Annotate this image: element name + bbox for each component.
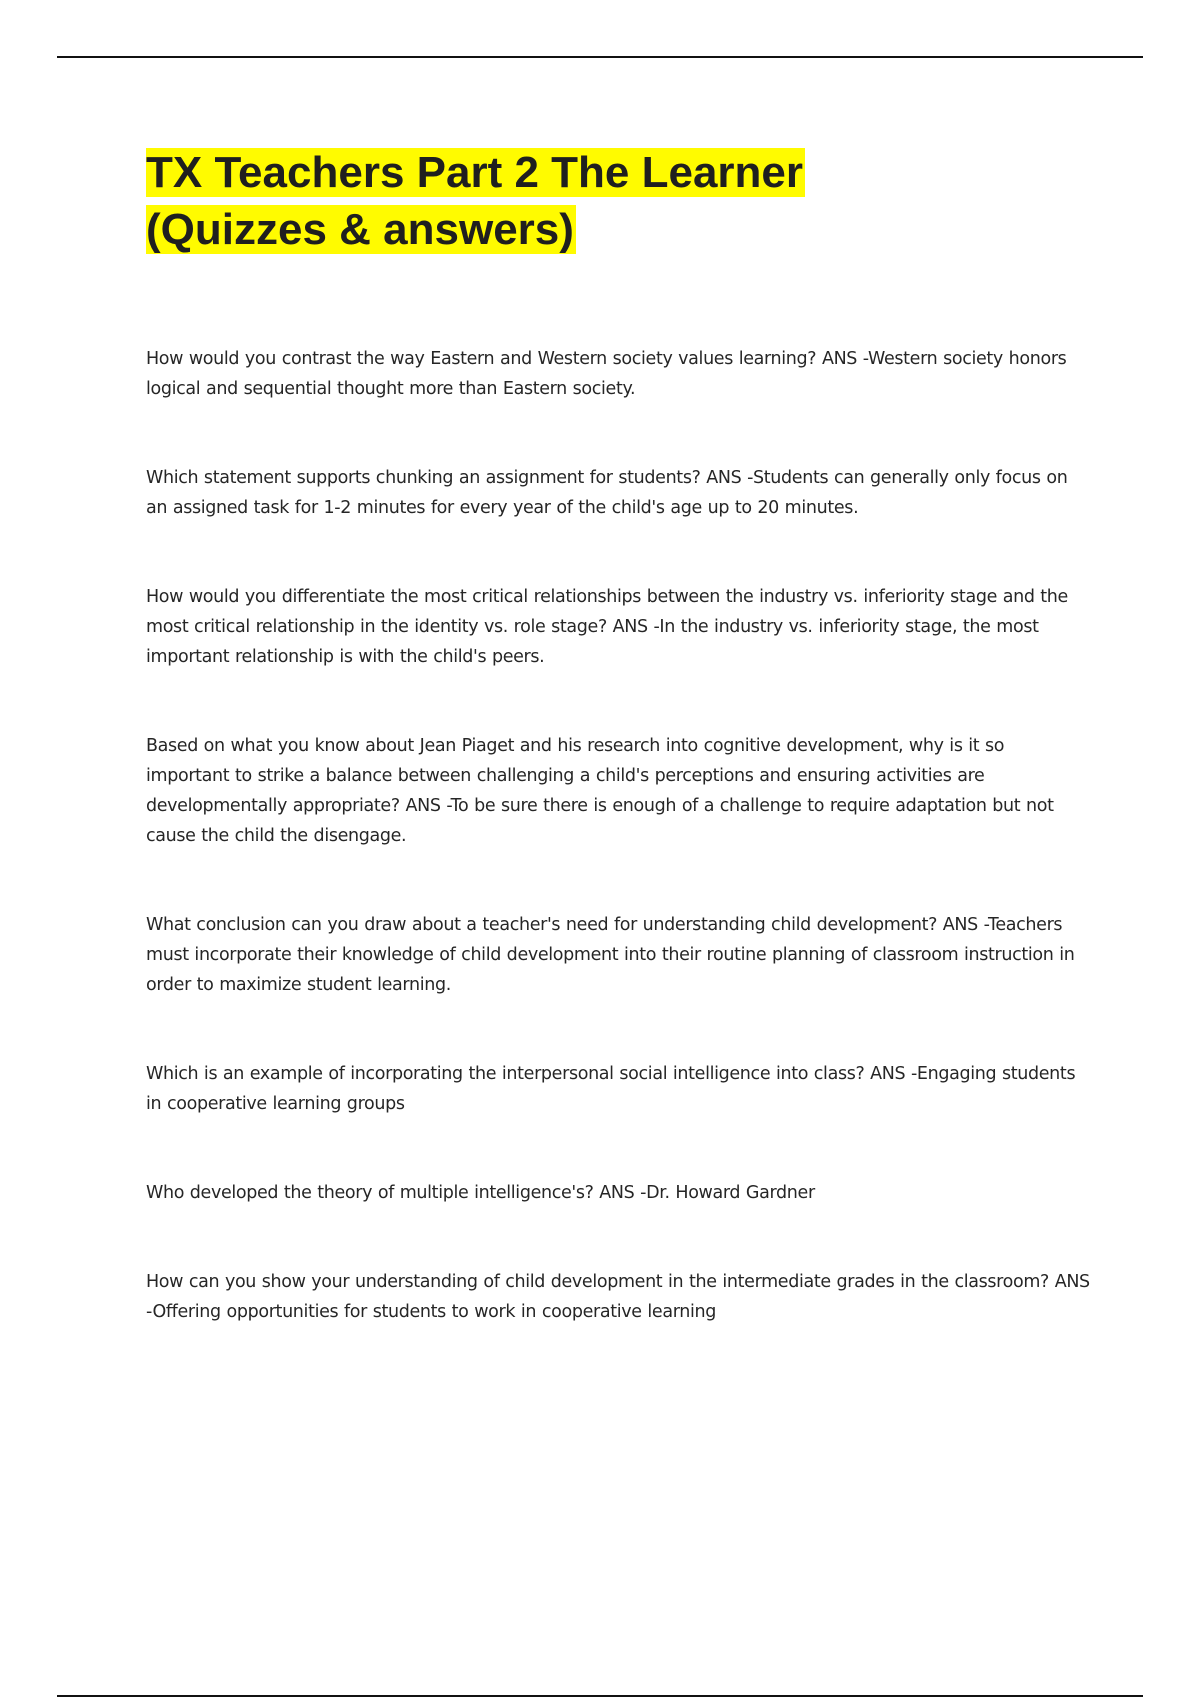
qa-item-6: Which is an example of incorporating the interpersonal social intelligence into class? ANS -Engaging students in cooperative learning groups — [146, 1064, 1076, 1114]
title-line-1: TX Teachers Part 2 The Learner — [146, 148, 804, 197]
qa-item-7: Who developed the theory of multiple intelligence's? ANS -Dr. Howard Gardner — [146, 1183, 815, 1203]
qa-item-4: Based on what you know about Jean Piaget and his research into cognitive development, why is it so important to strike a balance between challenging a child's perceptions and ensuring activities are developmentally appropriate? ANS -To be sure there is enough of a challenge to require adaptation but not cause the child the disengage. — [146, 736, 1054, 846]
qa-list — [146, 344, 1091, 1386]
top-divider — [57, 56, 1143, 58]
qa-item-5: What conclusion can you draw about a teacher's need for understanding child development? ANS -Teachers must incorporate their knowledge of child development into their routine planning of classroom instruction in order to maximize student learning. — [146, 915, 1075, 995]
qa-item-2: Which statement supports chunking an assignment for students? ANS -Students can generally only focus on an assigned task for 1-2 minutes for every year of the child's age up to 20 minutes. — [146, 468, 1068, 518]
qa-item-1: How would you contrast the way Eastern and Western society values learning? ANS -Western society honors logical and sequential thought more than Eastern society. — [146, 349, 1067, 399]
bottom-divider — [57, 1695, 1143, 1697]
qa-item-8: How can you show your understanding of child development in the intermediate grades in the classroom? ANS -Offering opportunities for students to work in cooperative learning — [146, 1272, 1090, 1322]
qa-item-3: How would you differentiate the most critical relationships between the industry vs. inferiority stage and the most critical relationship in the identity vs. role stage? ANS -In the industry vs. inferiority stage, the most important relationship is with the child's peers. — [146, 587, 1068, 667]
title-line-2: (Quizzes & answers) — [146, 205, 574, 254]
document-title — [146, 144, 1046, 258]
